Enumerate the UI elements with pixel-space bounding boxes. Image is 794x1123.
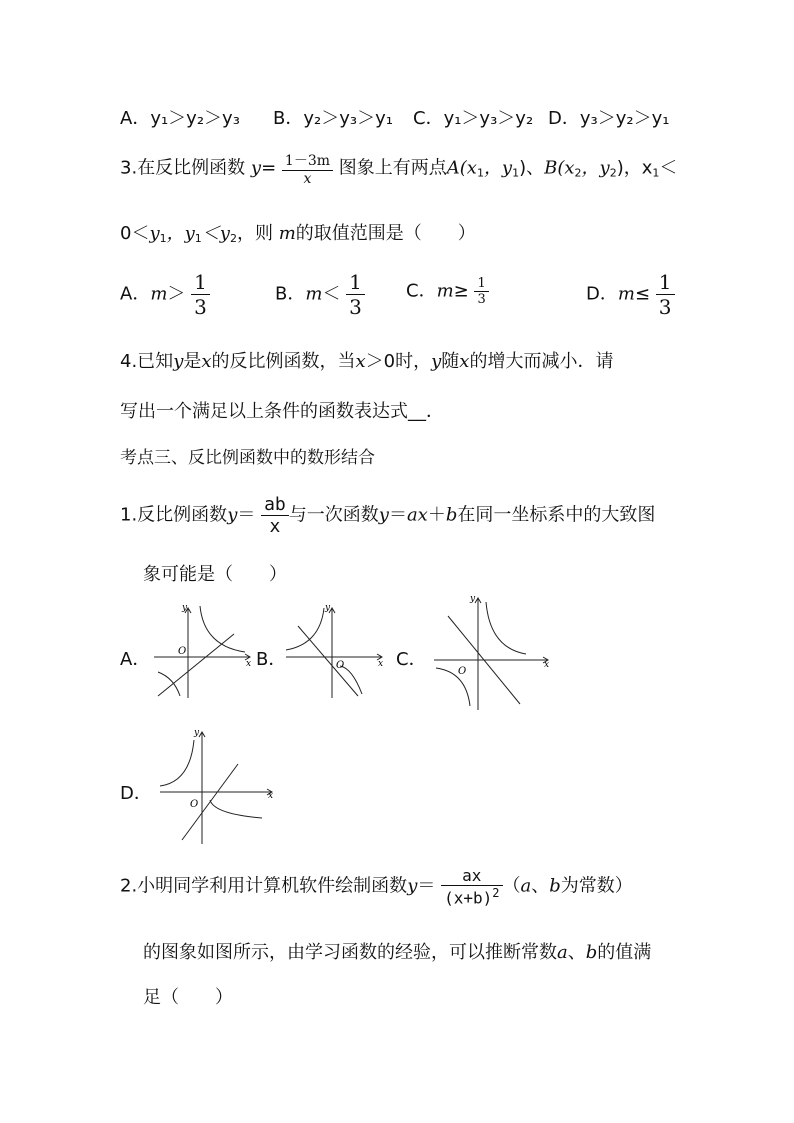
x-axis-label: x [544,660,550,670]
graph-label-c: C． [396,649,427,670]
question-3-line-2: $0<y_1$，$y_1<y_2$，则 m的取值范围是（ ） [120,223,476,245]
x-axis-label: x [378,659,384,669]
graph-label-a: A． [120,649,151,670]
question-1-line-1: 1.反比例函数y＝ $\frac{ab}{x}$ 与一次函数y＝ax＋b在同一坐标系中的大致图 [120,494,656,537]
graph-b [282,600,392,700]
origin-label: O [336,660,345,671]
x-axis-label: x [246,659,252,669]
graph-d [156,728,278,846]
question-1-line-2: 象可能是（ ） [143,564,287,585]
fraction-ax-over-xb-squared: $\frac{ax}{(x+b)^2}$ [441,866,502,907]
q3-option-a: A．m＞ $\frac{1}{3}$ [120,270,210,319]
option-b-prev: B．y₂＞y₃＞y₁ [273,108,393,129]
y-axis-label: y [325,603,331,613]
graph-label-b: B． [256,649,287,670]
y-axis-label: y [470,594,476,604]
y-axis-label: y [194,728,200,738]
origin-label: O [178,646,187,657]
graph-c [428,592,556,714]
question-2-line-3: 足（ ） [143,987,233,1008]
option-a-prev: A．y₁＞y₂＞y₃ [120,108,240,129]
question-2-line-2: 的图象如图所示，由学习函数的经验，可以推断常数a、b的值满 [143,942,652,963]
question-4-line-2: 写出一个满足以上条件的函数表达式__． [120,401,444,422]
question-4-line-1: 4.已知y是x的反比例函数，当x＞0时，y随x的增大而减小．请 [120,351,614,372]
question-2-line-1: 2.小明同学利用计算机软件绘制函数y＝ $\frac{ax}{(x+b)^2}$ （a、b为常数） [120,866,633,908]
q3-option-b: B．m＜ $\frac{1}{3}$ [275,270,365,319]
y-axis-label: y [182,603,188,613]
x-axis-label: x [268,791,274,801]
graph-label-d: D． [120,783,152,804]
q3-option-c: C．m≥ $\frac{1}{3}$ [406,276,489,307]
q3-option-d: D．m≤ $\frac{1}{3}$ [586,270,675,319]
graph-a [150,600,258,700]
origin-label: O [190,799,199,810]
fraction-ab-over-x: $\frac{ab}{x}$ [261,494,289,537]
section-title: 考点三、反比例函数中的数形结合 [120,448,375,468]
option-d-prev: D．y₃＞y₂＞y₁ [548,108,670,129]
origin-label: O [458,666,467,677]
fraction-1-3m-over-x: $\frac{1-3m}{x}$ [282,150,333,187]
option-c-prev: C．y₁＞y₃＞y₂ [413,108,534,129]
question-3-line-1: 3.在反比例函数 y= $\frac{1-3m}{x}$ 图象上有两点$A(x_1$，$y_1$)、$B(x_2$，$y_2$)，$x_1<$ [120,150,677,187]
